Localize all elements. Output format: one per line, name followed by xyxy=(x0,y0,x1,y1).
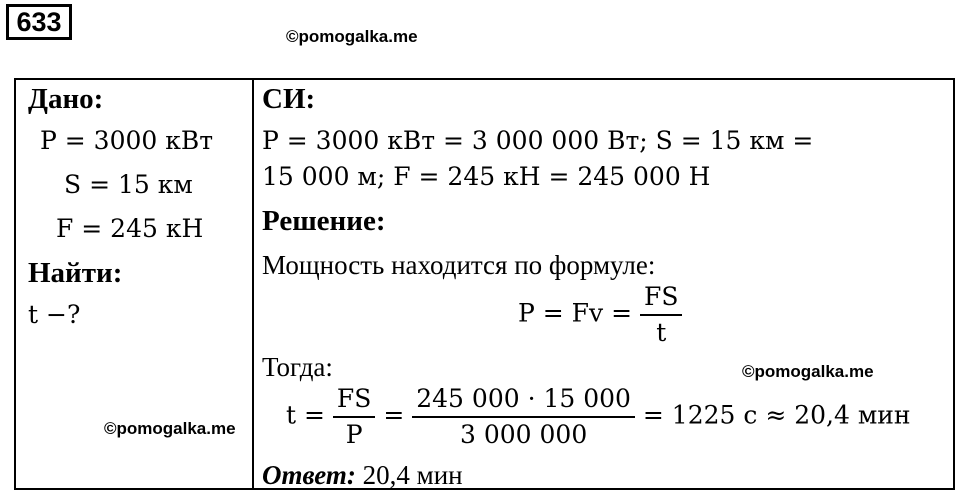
find-header: Найти: xyxy=(28,257,123,289)
watermark: ©pomogalka.me xyxy=(286,27,418,46)
watermark-3: ©pomogalka.me xyxy=(104,419,236,438)
calc-equals: = xyxy=(383,400,405,430)
calc-fraction-symbolic-numerator: FS xyxy=(336,384,372,413)
answer-label: Ответ: xyxy=(262,460,356,490)
given-header: Дано: xyxy=(28,83,104,115)
calc-fraction-symbolic-denominator: P xyxy=(333,416,375,452)
find-value: t −? xyxy=(28,300,81,329)
solution-intro: Мощность находится по формуле: xyxy=(262,250,656,280)
problem-number: 633 xyxy=(6,4,72,40)
formula-denominator: t xyxy=(640,314,682,350)
calculation xyxy=(286,382,911,452)
watermark-2: ©pomogalka.me xyxy=(742,362,874,381)
solution-header: Решение: xyxy=(262,205,386,237)
si-header: СИ: xyxy=(262,83,316,115)
formula-lhs: P = Fv = xyxy=(518,298,633,328)
answer-value: 20,4 мин xyxy=(362,460,463,490)
calc-fraction-numeric-denominator: 3 000 000 xyxy=(412,416,635,452)
si-line-2: 15 000 м; F = 245 кН = 245 000 Н xyxy=(262,162,711,191)
power-formula xyxy=(518,280,682,350)
calc-lhs: t = xyxy=(286,400,325,430)
formula-fraction xyxy=(640,280,682,350)
given-distance: S = 15 км xyxy=(64,170,193,199)
si-line-1: P = 3000 кВт = 3 000 000 Вт; S = 15 км = xyxy=(262,126,814,155)
calc-result: = 1225 с ≈ 20,4 мин xyxy=(642,400,911,430)
given-force: F = 245 кН xyxy=(56,214,204,243)
column-divider xyxy=(252,80,254,488)
formula-numerator: FS xyxy=(643,282,679,311)
given-power: P = 3000 кВт xyxy=(40,126,214,155)
calc-fraction-numeric-numerator: 245 000 · 15 000 xyxy=(416,384,631,413)
calc-fraction-symbolic xyxy=(333,382,375,452)
then-label: Тогда: xyxy=(262,352,333,382)
answer-line xyxy=(262,458,463,492)
calc-fraction-numeric xyxy=(412,382,635,452)
